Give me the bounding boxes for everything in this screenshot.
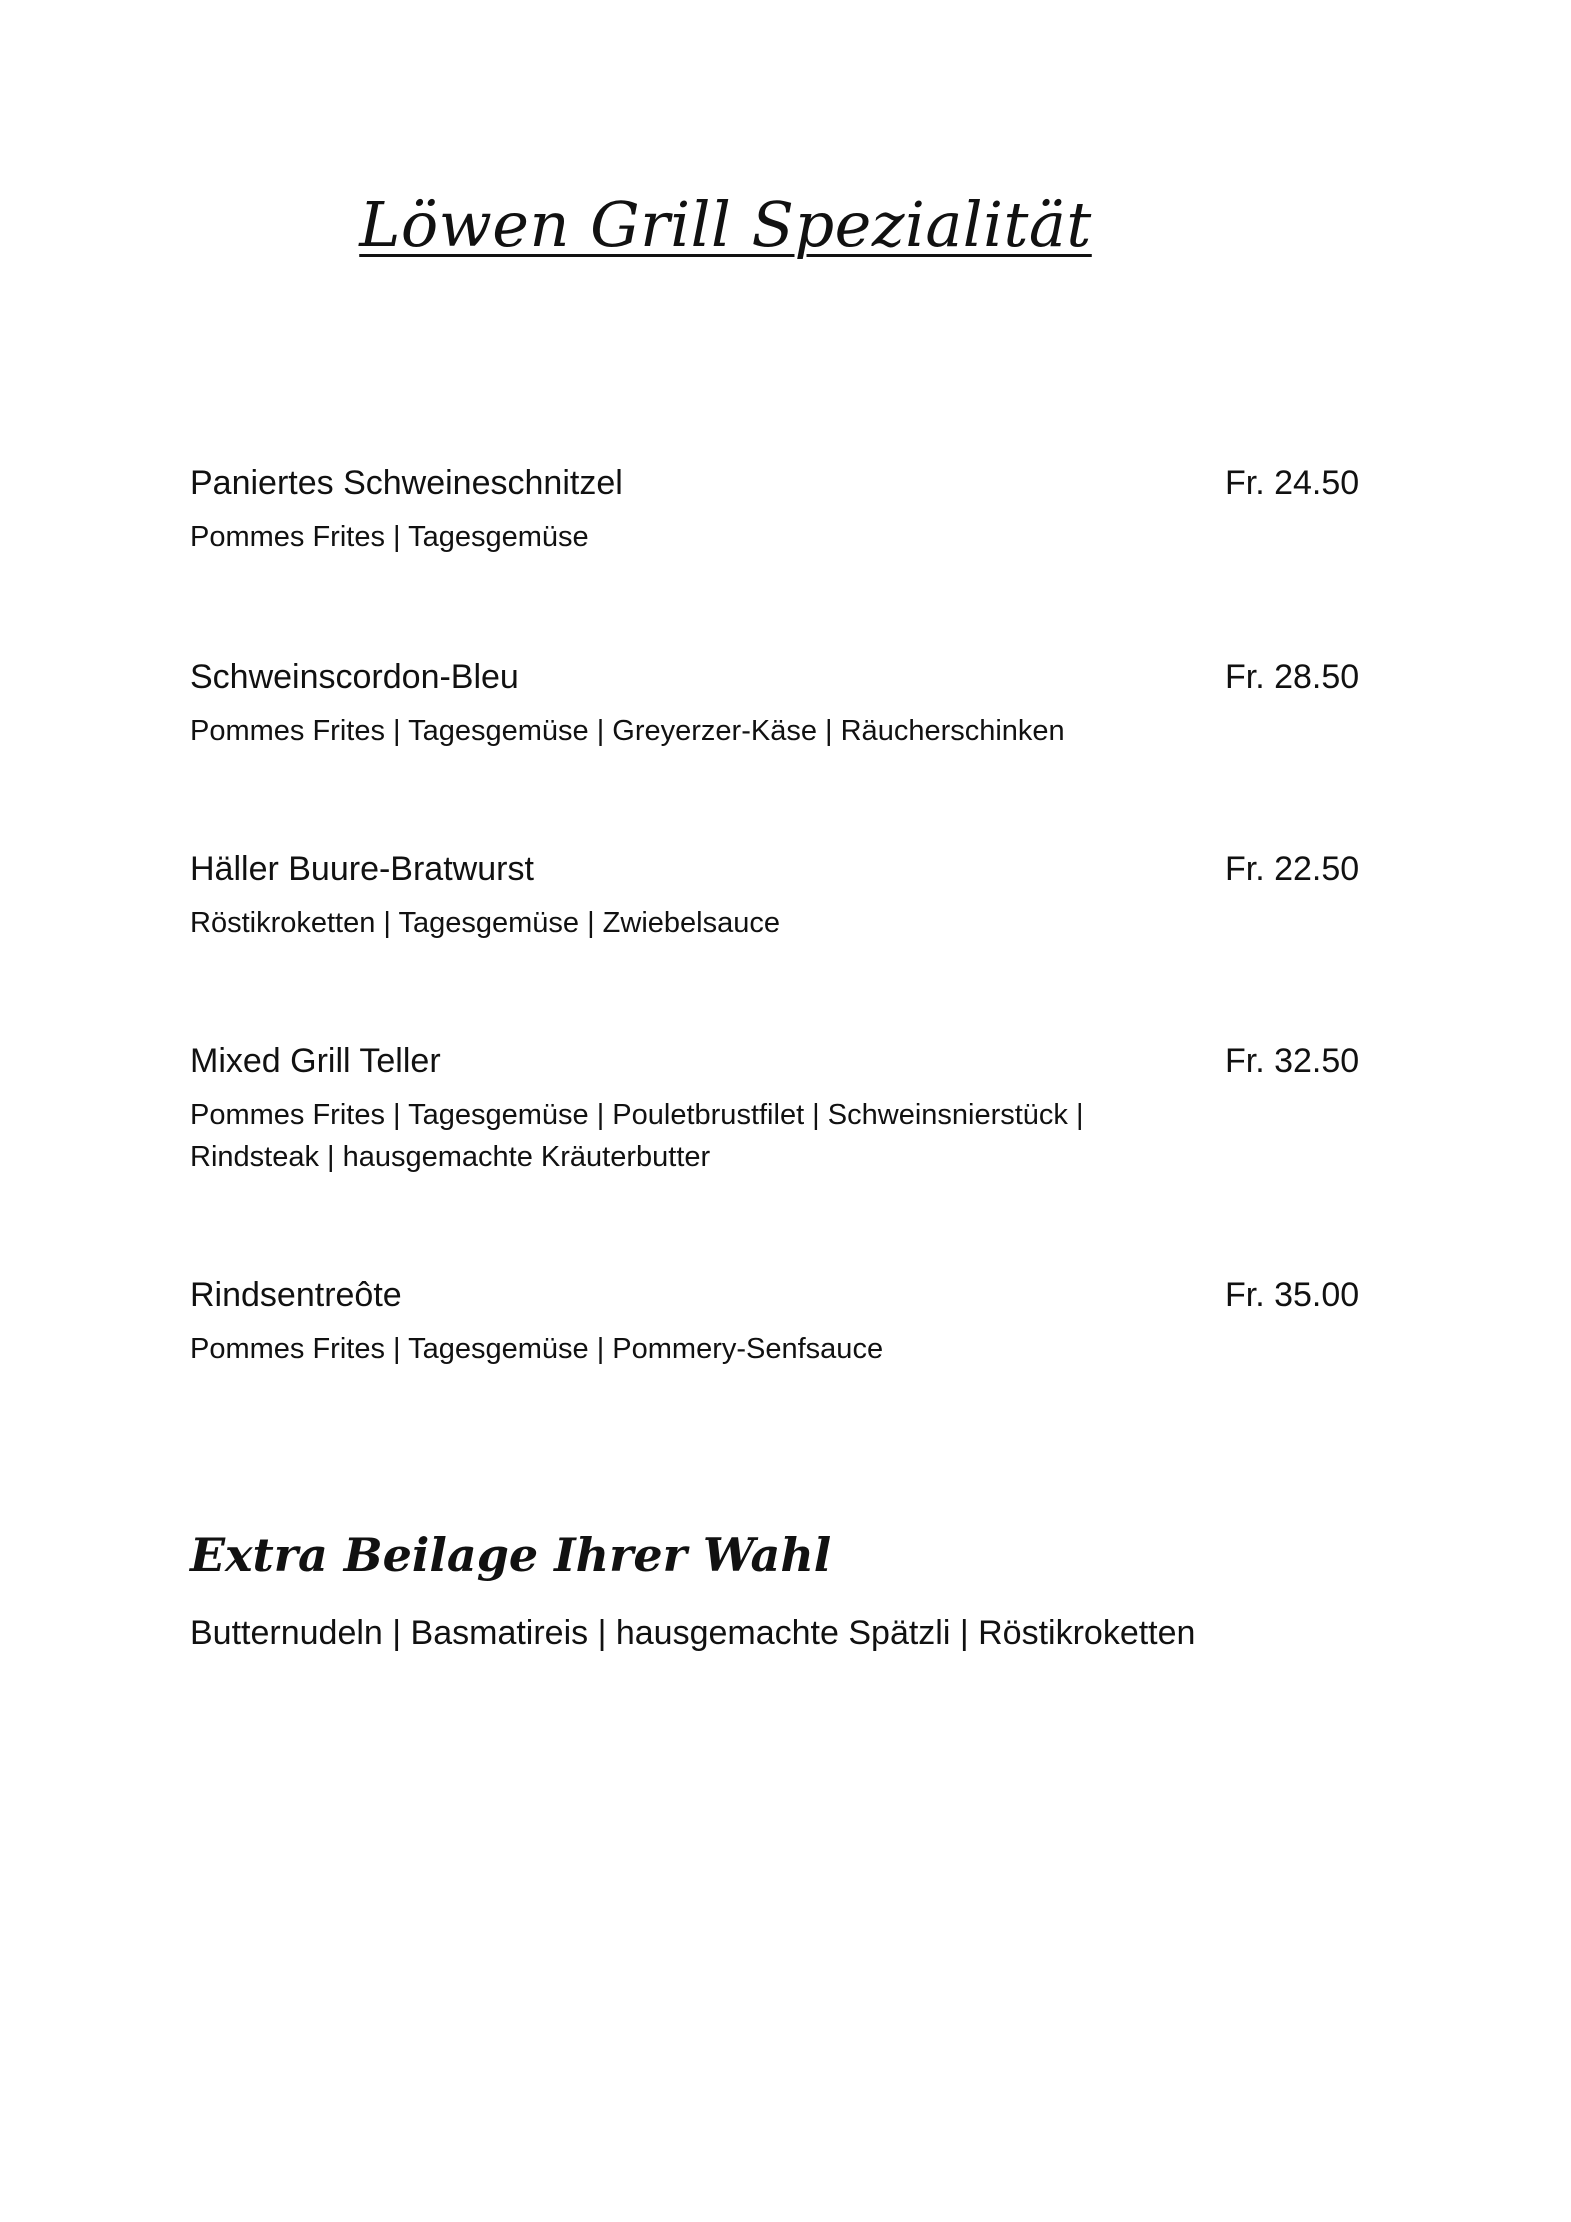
- menu-item-name: Schweinscordon-Bleu: [190, 658, 519, 696]
- extra-sides-heading: Extra Beilage Ihrer Wahl: [190, 1528, 832, 1582]
- menu-item-name: Paniertes Schweineschnitzel: [190, 464, 623, 502]
- menu-item-header: [190, 844, 1360, 894]
- menu-item-bratwurst: [190, 844, 1360, 944]
- menu-item-name: Mixed Grill Teller: [190, 1042, 441, 1080]
- menu-item-rindsentrecote: [190, 1270, 1360, 1370]
- menu-item-name: Häller Buure-Bratwurst: [190, 850, 534, 888]
- menu-item-description: Pommes Frites | Tagesgemüse: [190, 521, 589, 553]
- menu-item-header: [190, 652, 1360, 702]
- menu-item-price: Fr. 35.00: [1225, 1276, 1360, 1314]
- menu-item-price: Fr. 24.50: [1225, 464, 1360, 502]
- menu-item-description: Pommes Frites | Tagesgemüse | Pouletbrustfilet | Schweinsnierstück | Rindsteak | hausgemachte Kräuterbutter: [190, 1099, 1084, 1173]
- menu-item-description: Pommes Frites | Tagesgemüse | Greyerzer-Käse | Räucherschinken: [190, 715, 1065, 747]
- menu-item-price: Fr. 32.50: [1225, 1042, 1360, 1080]
- menu-item-schweineschnitzel: [190, 458, 1360, 558]
- menu-item-description: Pommes Frites | Tagesgemüse | Pommery-Senfsauce: [190, 1333, 884, 1365]
- menu-item-price: Fr. 28.50: [1225, 658, 1360, 696]
- menu-item-name: Rindsentreôte: [190, 1276, 402, 1314]
- menu-item-header: [190, 1270, 1360, 1320]
- menu-item-description: Röstikroketten | Tagesgemüse | Zwiebelsauce: [190, 907, 780, 939]
- menu-item-cordon-bleu: [190, 652, 1360, 752]
- menu-item-header: [190, 458, 1360, 508]
- extra-sides-options: Butternudeln | Basmatireis | hausgemachte Spätzli | Röstikroketten: [190, 1614, 1196, 1652]
- menu-item-price: Fr. 22.50: [1225, 850, 1360, 888]
- page-title: Löwen Grill Spezialität: [359, 188, 1092, 261]
- menu-item-header: [190, 1036, 1360, 1086]
- menu-item-mixed-grill: [190, 1036, 1360, 1178]
